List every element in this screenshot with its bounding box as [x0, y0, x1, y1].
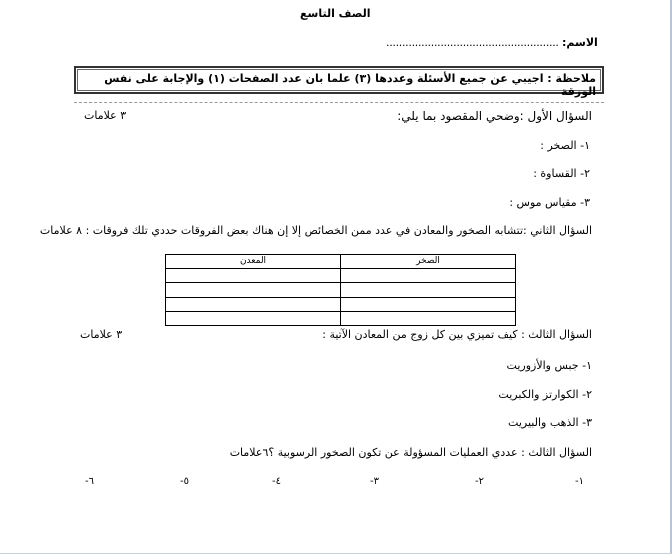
note-box — [74, 66, 604, 98]
table-header-row — [166, 255, 516, 269]
table-cell[interactable] — [341, 311, 516, 325]
q1-item-2: ٢- القساوة : — [533, 167, 590, 180]
table-cell[interactable] — [166, 283, 341, 297]
divider — [74, 102, 604, 103]
q1-marks: ٣ علامات — [84, 109, 127, 122]
q1-item-3: ٣- مقياس موس : — [509, 196, 590, 209]
table-cell[interactable] — [341, 297, 516, 311]
table-cell[interactable] — [341, 283, 516, 297]
name-field[interactable]: ...................................................... — [386, 36, 559, 49]
table-cell[interactable] — [166, 297, 341, 311]
table-cell[interactable] — [166, 311, 341, 325]
name-label: الاسم: — [562, 36, 598, 49]
grade-title: الصف التاسع — [300, 7, 371, 20]
q4-number-6: ٦- — [85, 476, 94, 487]
q4-number-5: ٥- — [180, 476, 189, 487]
table-header-mineral: المعدن — [166, 255, 341, 269]
q1-item-1: ١- الصخر : — [540, 139, 590, 152]
table-row — [166, 297, 516, 311]
q2-title: السؤال الثاني :تتشابه الصخور والمعادن في عدد ممن الخصائص إلا إن هناك بعض الفروقات حددي تلك فروقات : ٨ علامات — [39, 224, 592, 237]
table-cell[interactable] — [166, 269, 341, 283]
comparison-table — [165, 254, 516, 326]
q3-marks: ٣ علامات — [80, 328, 123, 341]
q4-number-2: ٢- — [475, 476, 484, 487]
q3-item-3: ٣- الذهب والبيريت — [508, 416, 592, 429]
q4-title: السؤال الثالث : عددي العمليات المسؤولة عن تكون الصخور الرسوبية ؟٦علامات — [229, 446, 592, 459]
note-text: ملاحظة : اجيبي عن جميع الأسئلة وعددها (٣) علما بان عدد الصفحات (١) والإجابة على نفس الورقة — [104, 72, 596, 98]
table-cell[interactable] — [341, 269, 516, 283]
table-row — [166, 269, 516, 283]
q3-item-1: ١- جبس والأزوريت — [506, 359, 592, 372]
table-row — [166, 283, 516, 297]
q4-number-3: ٣- — [370, 476, 379, 487]
table-row — [166, 311, 516, 325]
q4-number-1: ١- — [575, 476, 584, 487]
q3-title: السؤال الثالث : كيف تميزي بين كل زوج من المعادن الآتية : — [322, 328, 592, 341]
q3-item-2: ٢- الكوارتز والكبريت — [498, 388, 592, 401]
q1-title: السؤال الأول :وضحي المقصود بما يلي: — [397, 109, 592, 123]
table-header-rock: الصخر — [341, 255, 516, 269]
q4-number-4: ٤- — [272, 476, 281, 487]
